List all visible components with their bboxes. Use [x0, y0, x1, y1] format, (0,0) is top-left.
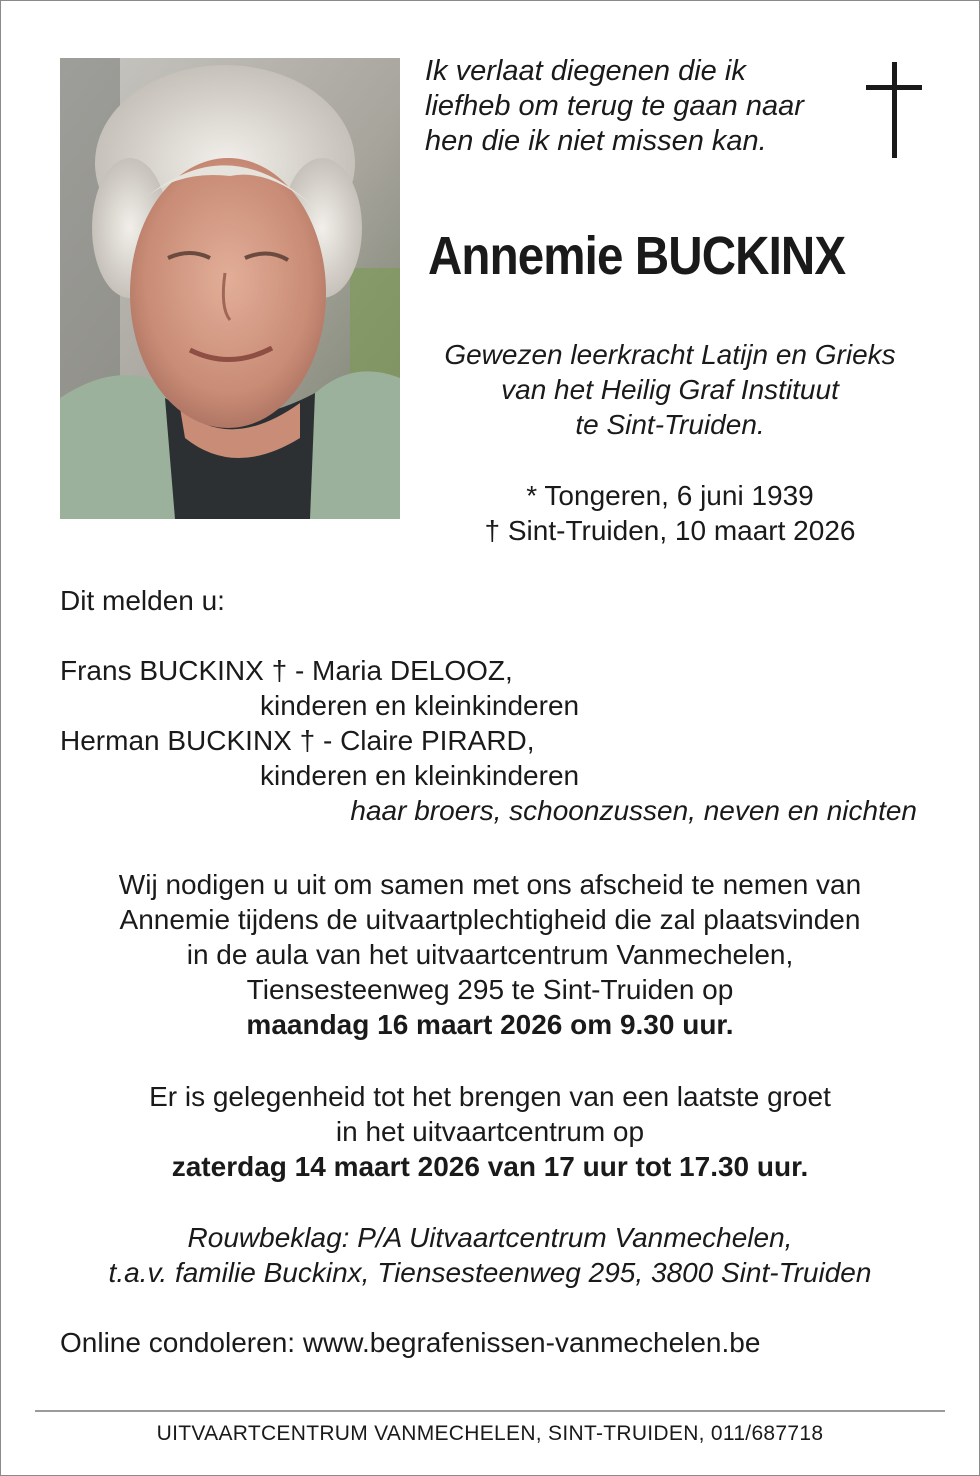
quote-line: liefheb om terug te gaan naar [425, 90, 804, 122]
greeting-line: in het uitvaartcentrum op [335, 1116, 645, 1147]
family-line: Herman BUCKINX † - Claire PIRARD, [60, 725, 535, 756]
occupation-line: Gewezen leerkracht Latijn en Grieks [444, 339, 896, 370]
life-dates [420, 478, 920, 548]
farewell-greeting [0, 1079, 980, 1184]
portrait-photo [60, 58, 400, 519]
invitation-line: Wij nodigen u uit om samen met ons afscheid te nemen van [118, 869, 862, 900]
invitation-line: Tiensesteenweg 295 te Sint-Truiden op [246, 974, 734, 1005]
online-condolence-link: Online condoleren: www.begrafenissen-vanmechelen.be [60, 1327, 761, 1358]
funeral-invitation [0, 867, 980, 1042]
deceased-name: Annemie BUCKINX [428, 226, 846, 286]
death-date: † Sint-Truiden, 10 maart 2026 [484, 515, 856, 546]
announce-heading: Dit melden u: [60, 585, 225, 616]
family-line: kinderen en kleinkinderen [260, 760, 580, 791]
quote [425, 54, 845, 159]
family-list [60, 653, 920, 828]
birth-date: * Tongeren, 6 juni 1939 [526, 480, 814, 511]
footer-funeral-home: UITVAARTCENTRUM VANMECHELEN, SINT-TRUIDEN, 011/687718 [156, 1422, 824, 1445]
family-line: kinderen en kleinkinderen [260, 690, 580, 721]
occupation-line: van het Heilig Graf Instituut [501, 374, 839, 405]
greeting-line: Er is gelegenheid tot het brengen van een laatste groet [149, 1081, 831, 1112]
address-line: t.a.v. familie Buckinx, Tiensesteenweg 295, 3800 Sint-Truiden [108, 1257, 872, 1288]
invitation-line: in de aula van het uitvaartcentrum Vanmechelen, [186, 939, 794, 970]
greeting-date: zaterdag 14 maart 2026 van 17 uur tot 17.30 uur. [171, 1151, 809, 1182]
former-occupation [420, 337, 920, 442]
condolence-address [0, 1220, 980, 1290]
latin-cross-icon [866, 62, 922, 158]
family-line: haar broers, schoonzussen, neven en nichten [350, 795, 917, 826]
address-line: Rouwbeklag: P/A Uitvaartcentrum Vanmechelen, [187, 1222, 793, 1253]
funeral-date: maandag 16 maart 2026 om 9.30 uur. [246, 1009, 734, 1040]
invitation-line: Annemie tijdens de uitvaartplechtigheid die zal plaatsvinden [119, 904, 861, 935]
quote-line: Ik verlaat diegenen die ik [425, 55, 746, 87]
quote-line: hen die ik niet missen kan. [425, 125, 767, 157]
divider [35, 1410, 945, 1412]
occupation-line: te Sint-Truiden. [575, 409, 765, 440]
family-line: Frans BUCKINX † - Maria DELOOZ, [60, 655, 513, 686]
